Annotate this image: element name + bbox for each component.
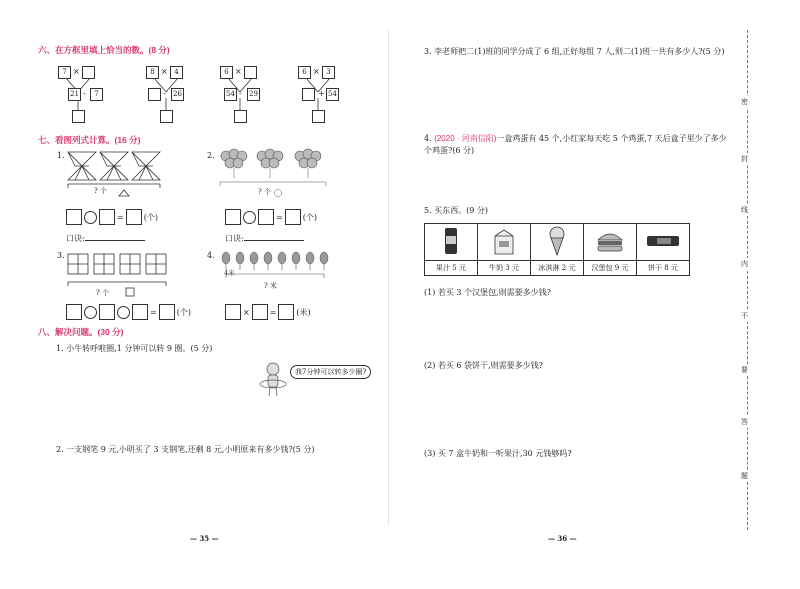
q3-equals: =	[150, 307, 157, 317]
diagram-4-a: 6	[298, 66, 311, 79]
burger-icon	[595, 228, 625, 254]
q1-koujue-line[interactable]	[85, 232, 145, 241]
burger-price: 汉堡包 9 元	[584, 261, 637, 276]
diagram-1-b[interactable]	[82, 66, 95, 79]
diagram-4-op: ×	[313, 67, 320, 76]
q2-answer-box[interactable]	[285, 209, 301, 225]
cookie-pack-icon	[645, 233, 681, 249]
triangles-illustration	[66, 150, 166, 200]
seal-char-5: 不	[741, 312, 748, 320]
subquestion-2: (2) 若买 6 袋饼干,则需要多少钱?	[424, 361, 543, 370]
diagram-3-c: 54	[224, 88, 237, 101]
problem-4-source-tag: (2020 · 河南信阳)	[434, 134, 497, 143]
cookie-cell	[637, 224, 690, 261]
page-divider	[388, 30, 389, 525]
section-7-title: 七、看图列式计算。(16 分)	[38, 135, 141, 145]
q3-equation	[66, 304, 191, 320]
shopping-table	[424, 223, 690, 276]
q2-operator-circle[interactable]	[243, 211, 256, 224]
q3-box-1[interactable]	[66, 304, 82, 320]
q2-caption: ? 个	[258, 188, 271, 196]
q2-equals: =	[276, 212, 283, 222]
q2-koujue-line[interactable]	[244, 232, 304, 241]
q3-number: 3.	[57, 251, 65, 260]
q1-unit: (个)	[143, 212, 158, 222]
diagram-1-c: 21	[68, 88, 81, 101]
q2-unit: (个)	[302, 212, 317, 222]
diagram-1-op: ×	[73, 67, 80, 76]
milk-price: 牛奶 3 元	[478, 261, 531, 276]
diagram-2-op: ×	[161, 67, 168, 76]
diagram-1-result[interactable]	[72, 110, 85, 123]
page-number-right: — 36 —	[548, 534, 577, 543]
q3-operator-circle-1[interactable]	[84, 306, 97, 319]
q4-answer-box[interactable]	[278, 304, 294, 320]
q2-number: 2.	[207, 151, 215, 160]
seal-char-3: 线	[741, 206, 748, 214]
q1-number: 1.	[57, 151, 65, 160]
icecream-cell	[531, 224, 584, 261]
q4-equation	[225, 304, 311, 320]
q4-equals: =	[269, 307, 277, 317]
speech-bubble: 我7分钟可以转多少圈?	[290, 365, 371, 379]
q2-box-1[interactable]	[225, 209, 241, 225]
diagram-3-op: ×	[235, 67, 242, 76]
problem-1: 1. 小牛转呼啦圈,1 分钟可以转 9 圈。(5 分)	[56, 344, 213, 353]
q4-unit: (米)	[296, 307, 311, 317]
q2-equation	[225, 209, 317, 225]
diagram-4-d: 54	[326, 88, 339, 101]
diagram-2-d: 26	[171, 88, 184, 101]
diagram-2-op2: -	[163, 89, 166, 98]
diagram-1-a: 7	[58, 66, 71, 79]
problem-5: 5. 买东西。(9 分)	[424, 206, 489, 215]
q3-operator-circle-2[interactable]	[117, 306, 130, 319]
grids-illustration	[66, 252, 171, 300]
seal-char-2: 封	[741, 155, 748, 163]
q2-koujue-label: 口诀:	[225, 234, 244, 243]
q1-koujue	[66, 232, 145, 245]
q3-box-2[interactable]	[99, 304, 115, 320]
q2-box-2[interactable]	[258, 209, 274, 225]
icecream-price: 冰淇淋 2 元	[531, 261, 584, 276]
q3-answer-box[interactable]	[159, 304, 175, 320]
q3-box-3[interactable]	[132, 304, 148, 320]
fill-in-diagrams	[38, 60, 368, 130]
seal-char-8: 题	[741, 472, 748, 480]
problem-4-number: 4.	[424, 134, 432, 143]
q3-caption: ? 个	[96, 289, 109, 297]
q1-operator-circle[interactable]	[84, 211, 97, 224]
q1-caption: ? 个	[94, 187, 107, 195]
q1-box-2[interactable]	[99, 209, 115, 225]
q4-number: 4.	[207, 251, 215, 260]
milk-cell	[478, 224, 531, 261]
problem-4-text: 一盒鸡蛋有 45 个,小红家每天吃 5 个鸡蛋,7 天后盒子里少了多少个鸡蛋?(6 分)	[424, 134, 727, 155]
q4-times: ×	[243, 307, 250, 317]
cow-hula-hoop-icon	[258, 360, 288, 400]
q4-label: 4米	[224, 269, 235, 277]
diagram-4-op2: +	[318, 89, 325, 98]
seal-char-7: 答	[741, 418, 748, 426]
diagram-2-a: 8	[146, 66, 159, 79]
q1-equals: =	[117, 212, 124, 222]
diagram-2-c[interactable]	[148, 88, 161, 101]
diagram-3-b[interactable]	[244, 66, 257, 79]
q1-box-1[interactable]	[66, 209, 82, 225]
juice-cell	[425, 224, 478, 261]
milk-carton-icon	[491, 226, 517, 256]
diagram-4-b: 3	[322, 66, 335, 79]
q1-answer-box[interactable]	[126, 209, 142, 225]
cookie-price: 饼干 8 元	[637, 261, 690, 276]
q1-equation	[66, 209, 158, 225]
diagram-2-result[interactable]	[160, 110, 173, 123]
problem-2: 2. 一支钢笔 9 元,小明买了 3 支钢笔,还剩 8 元,小明原来有多少钱?(5 分)	[56, 445, 315, 454]
diagram-3-result[interactable]	[234, 110, 247, 123]
seal-char-6: 要	[741, 366, 748, 374]
diagram-2-b: 4	[170, 66, 183, 79]
q4-box-2[interactable]	[252, 304, 268, 320]
q4-box-1[interactable]	[225, 304, 241, 320]
diagram-1-op2: -	[83, 89, 86, 98]
diagram-3-op2: -	[239, 89, 242, 98]
balloons-illustration	[218, 148, 328, 200]
q2-koujue	[225, 232, 304, 245]
seal-char-4: 内	[741, 260, 748, 268]
diagram-3-a: 6	[220, 66, 233, 79]
diagram-4-c[interactable]	[302, 88, 315, 101]
subquestion-1: (1) 若买 3 个汉堡包,则需要多少钱?	[424, 288, 551, 297]
section-8-title: 八、解决问题。(30 分)	[38, 327, 124, 337]
diagram-1-d: 7	[90, 88, 103, 101]
q1-koujue-label: 口诀:	[66, 234, 85, 243]
diagram-4-result[interactable]	[312, 110, 325, 123]
juice-price: 果汁 5 元	[425, 261, 478, 276]
burger-cell	[584, 224, 637, 261]
diagram-3-d: 29	[247, 88, 260, 101]
ice-cream-icon	[546, 225, 568, 257]
seal-char-1: 密	[741, 98, 748, 106]
problem-3: 3. 李老师把二(1)班的同学分成了 6 组,正好每组 7 人,则二(1)班一共有多少人?(5 分)	[424, 47, 725, 56]
section-6-title: 六、在方框里填上恰当的数。(8 分)	[38, 45, 170, 55]
subquestion-3: (3) 买 7 盒牛奶和一听果汁,30 元钱够吗?	[424, 449, 572, 458]
q3-unit: (个)	[176, 307, 191, 317]
page-number-left: — 35 —	[190, 534, 219, 543]
q4-caption: ? 米	[264, 282, 277, 290]
problem-4	[424, 133, 734, 157]
juice-can-icon	[441, 226, 461, 256]
